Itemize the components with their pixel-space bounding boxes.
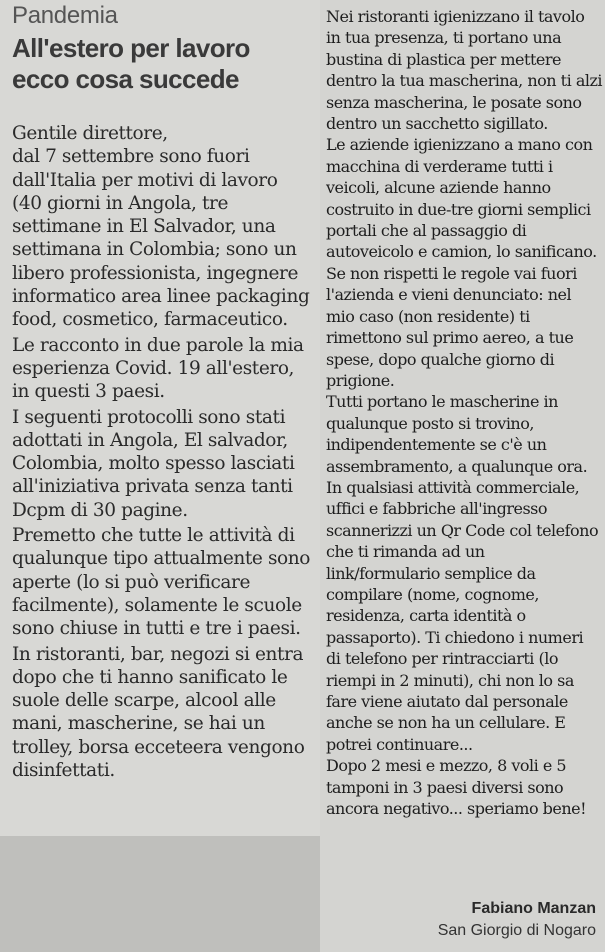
paragraph: Gentile direttore,	[12, 123, 168, 144]
signature-block	[326, 898, 596, 942]
left-column-blank	[0, 836, 320, 952]
paragraph: dal 7 settembre sono fuori dall'Italia per motivi di lavoro (40 giorni in Angola, tre settimane in El Salvador, una settimana in Colombia; sono un libero professionista, ingegnere informatico area linee packaging food, cosmetico, farmaceutico.	[12, 146, 310, 331]
paragraph: Le racconto in due parole la mia esperienza Covid. 19 all'estero, in questi 3 paesi.	[12, 334, 304, 403]
author-location: San Giorgio di Nogaro	[437, 922, 596, 939]
paragraph: In qualsiasi attività commerciale, uffici e fabbriche all'ingresso scannerizzi un Qr Code col telefono che ti rimanda ad un link/formulario semplice da compilare (nome, cognome, residenza, carta identità o passaporto). Ti chiedono i numeri di telefono per rintracciarti (lo riempi in 2 minuti), chi non lo sa fare viene aiutato dal personale anche se non ha un cellulare. E potrei continuare...	[326, 477, 599, 754]
article-headline: All'estero per lavoro ecco cosa succede	[12, 33, 250, 94]
article-body-left	[12, 122, 312, 784]
paragraph: Dopo 2 mesi e mezzo, 8 voli e 5 tamponi in 3 paesi diversi sono ancora negativo... speriamo bene!	[326, 756, 587, 819]
paragraph: Nei ristoranti igienizzano il tavolo in tua presenza, ti portano una bustina di plastica per mettere dentro la tua mascherina, non ti alzi senza mascherina, le posate sono dentro un sacchetto sigillato.	[326, 7, 603, 134]
paragraph: Se non rispetti le regole vai fuori l'azienda e vieni denunciato: nel mio caso (non residente) ti rimettono sul primo aereo, a tue spese, dopo qualche giorno di prigione.	[326, 263, 577, 390]
paragraph: In ristoranti, bar, negozi si entra dopo che ti hanno sanificato le suole delle scarpe, alcool alle mani, mascherine, se hai un trolley, borsa ecceteera vengono disinfettati.	[12, 643, 305, 782]
section-kicker: Pandemia	[12, 2, 118, 29]
paragraph: Premetto che tutte le attività di qualunque tipo attualmente sono aperte (lo si può verificare facilmente), solamente le scuole sono chiuse in tutti e tre i paesi.	[12, 525, 311, 640]
paragraph: Le aziende igienizzano a mano con macchina di verderame tutti i veicoli, alcune aziende hanno costruito in due-tre giorni semplici portali che al passaggio di autoveicolo e camion, lo sanificano.	[326, 135, 597, 262]
paragraph: Tutti portano le mascherine in qualunque posto si trovino, indipendentemente se c'è un assembramento, a qualunque ora.	[326, 392, 588, 476]
author-name: Fabiano Manzan	[471, 900, 596, 917]
paragraph: I seguenti protocolli sono stati adottati in Angola, El salvador, Colombia, molto spesso lasciati all'iniziativa privata senza tanti Dcpm di 30 pagine.	[12, 406, 295, 521]
article-body-right	[326, 6, 602, 819]
